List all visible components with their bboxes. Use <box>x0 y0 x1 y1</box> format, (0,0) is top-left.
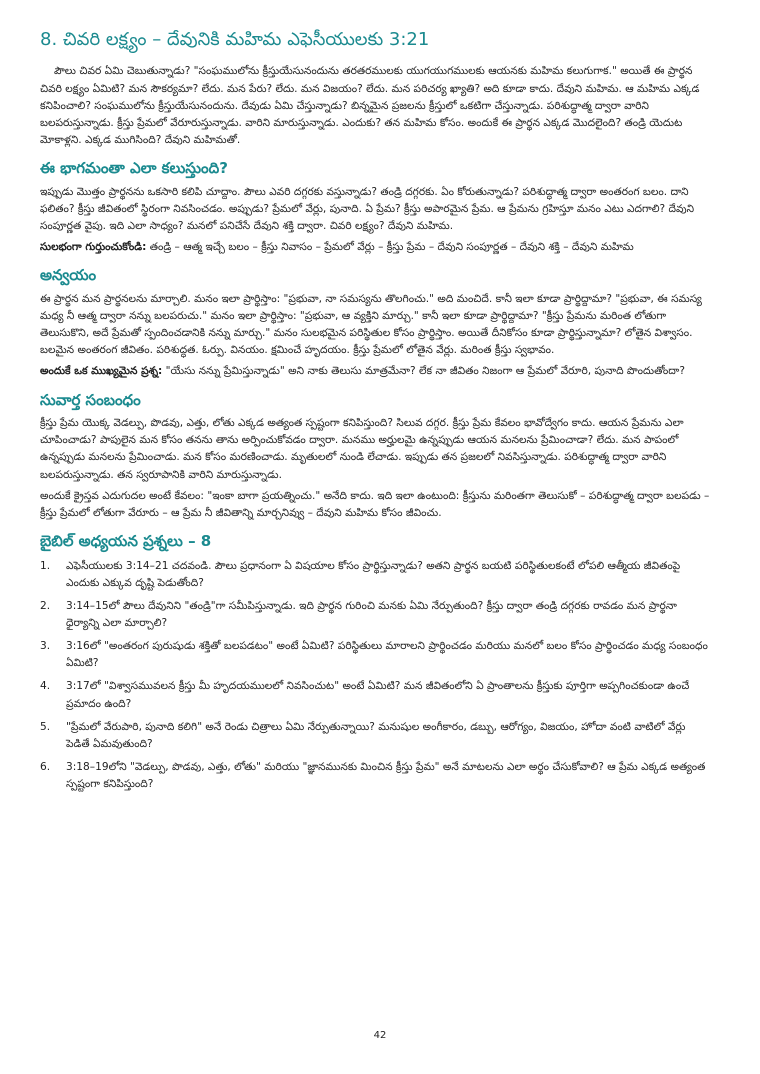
question-number: 3. <box>40 640 51 653</box>
key-summary <box>40 239 710 256</box>
important-question-text: "యేసు నన్ను ప్రేమిస్తున్నాడు" అని నాకు తెలుసు మాత్రమేనా? లేక నా జీవితం నిజంగా ఆ ప్రేమలో వేరూరి, పునాది పొందుతోందా? <box>162 365 685 378</box>
list-item <box>40 678 710 712</box>
question-number: 5. <box>40 720 51 733</box>
important-question <box>40 363 710 380</box>
question-number: 1. <box>40 559 51 572</box>
question-text: 3:18–19లోని "వెడల్పు, పొడవు, ఎత్తు, లోతు" మరియు "జ్ఞానమునకు మించిన క్రీస్తు ప్రేమ" అనే మాటలను ఎలా అర్థం చేసుకోవాలి? ఆ ప్రేమ ఎక్కడ అత్యంత స్పష్టంగా కనిపిస్తుంది? <box>66 761 706 791</box>
section-heading-questions: బైబిల్ అధ్యయన ప్రశ్నలు – 8 <box>40 532 212 551</box>
page-title: 8. చివరి లక్ష్యం – దేవునికి మహిమ ఎఫెసీయులకు 3:21 <box>40 29 430 50</box>
gospel-paragraph-2: అందుకే క్రైస్తవ ఎదుగుదల అంటే కేవలం: "ఇంకా బాగా ప్రయత్నించు." అనేది కాదు. ఇది ఇలా ఉంటుంది: క్రీస్తును మరింతగా తెలుసుకో – పరిశుద్ధాత్మ ద్వారా బలపడు – క్రీస్తు ప్రేమలో లోతుగా వేరూరు – ఆ ప్రేమ నీ జీవితాన్ని మార్చనివ్వు – దేవుని మహిమ కోసం జీవించు. <box>40 489 710 519</box>
question-text: 3:17లో "విశ్వాసమువలన క్రీస్తు మీ హృదయములలో నివసించుట" అంటే ఏమిటి? మన జీవితంలోని ఏ ప్రాంతాలను క్రీస్తుకు పూర్తిగా అప్పగించకుండా ఉంచే ప్రమాదం ఉంది? <box>66 680 690 710</box>
key-summary-text: తండ్రి – ఆత్మ ఇచ్చే బలం – క్రీస్తు నివాసం – ప్రేమలో వేర్లు – క్రీస్తు ప్రేమ – దేవుని సంపూర్ణత – దేవుని శక్తి – దేవుని మహిమ <box>146 241 634 254</box>
question-text: ఎఫెసీయులకు 3:14–21 చదవండి. పౌలు ప్రధానంగా ఏ విషయాల కోసం ప్రార్థిస్తున్నాడు? అతని ప్రార్థన బయటి పరిస్థితులకంటే లోపలి ఆత్మీయ జీవితంపై ఎందుకు ఎక్కువ దృష్టి పెడుతోంది? <box>66 559 681 589</box>
study-questions-list <box>40 558 710 794</box>
list-item <box>40 558 710 592</box>
section-heading-gospel: సువార్త సంబంధం <box>40 390 141 409</box>
question-text: 3:14–15లో పౌలు దేవునిని "తండ్రి"గా సమీపిస్తున్నాడు. ఇది ప్రార్థన గురించి మనకు ఏమి నేర్పుతుంది? క్రీస్తు ద్వారా తండ్రి దగ్గరకు రావడం మన ప్రార్థనా ధైర్యాన్ని ఎలా మార్చాలి? <box>66 599 677 629</box>
list-item <box>40 638 710 672</box>
section-heading-together: ఈ భాగమంతా ఎలా కలుస్తుంది? <box>40 159 228 178</box>
section-heading-application: అన్వయం <box>40 266 97 285</box>
intro-paragraph: పౌలు చివర ఏమి చెబుతున్నాడు? "సంఘములోను క్రీస్తుయేసునందును తరతరములకు యుగయుగములకు ఆయనకు మహిమ కలుగుగాక." అయితే ఈ ప్రార్థన చివరి లక్ష్యం ఏమిటి? మన సౌకర్యమా? లేదు. మన పేరు? లేదు. మన విజయం? లేదు. మన పరిచర్య ఖ్యాతి? అది కూడా కాదు. దేవుని మహిమ. ఆ మహిమ ఎక్కడ కనిపించాలి? సంఘములోను క్రీస్తుయేసునందును. దేవుడు ఏమి చేస్తున్నాడు? బిన్నమైన ప్రజలను క్రీస్తులో ఒకటిగా చేస్తున్నాడు. పరిశుద్ధాత్మ ద్వారా వారిని బలపరుస్తున్నాడు. క్రీస్తు ప్రేమలో వేరూరుస్తున్నాడు. వారిని మారుస్తున్నాడు. ఎందుకు? తన మహిమ కోసం. అందుకే ఈ ప్రార్థన ఎక్కడ మొదలైంది? తండ్రి యెదుట మోకాళ్లని. ఎక్కడ ముగిసింది? దేవుని మహిమతో. <box>40 65 700 147</box>
list-item <box>40 719 710 753</box>
question-text: "ప్రేమలో వేరుపారి, పునాది కలిగి" అనే రెండు చిత్రాలు ఏమి నేర్పుతున్నాయి? మనుషుల అంగీకారం, డబ్బు, ఆరోగ్యం, విజయం, హోదా వంటి వాటిలో వేర్లు పెడితే ఏమవుతుంది? <box>66 720 686 750</box>
key-summary-label: సులభంగా గుర్తుంచుకోండి: <box>40 241 147 254</box>
important-question-label: అందుకే ఒక ముఖ్యమైన ప్రశ్న: <box>40 365 163 378</box>
question-number: 4. <box>40 680 51 693</box>
together-paragraph: ఇప్పుడు మొత్తం ప్రార్థనను ఒకసారి కలిపి చూద్దాం. పౌలు ఎవరి దగ్గరకు వస్తున్నాడు? తండ్రి దగ్గరకు. ఏం కోరుతున్నాడు? పరిశుద్ధాత్మ ద్వారా అంతరంగ బలం. దాని ఫలితం? క్రీస్తు జీవితంలో స్థిరంగా నివసించడం. అప్పుడు? ప్రేమలో వేర్లు, పునాది. ఏ ప్రేమ? క్రీస్తు అపారమైన ప్రేమ. ఆ ప్రేమను గ్రహిస్తూ మనం ఎటు ఎదగాలి? దేవుని సంపూర్ణత వైపు. ఇది ఎలా సాధ్యం? మనలో పనిచేసే దేవుని శక్తి ద్వారా. చివరి లక్ష్యం? దేవుని మహిమ. <box>40 185 695 232</box>
gospel-paragraph-1: క్రీస్తు ప్రేమ యొక్క వెడల్పు, పొడవు, ఎత్తు, లోతు ఎక్కడ అత్యంత స్పష్టంగా కనిపిస్తుంది? సిలువ దగ్గర. క్రీస్తు ప్రేమ కేవలం భావోద్వేగం కాదు. ఆయన ప్రేమను ఎలా చూపించాడు? పాపులైన మన కోసం తనను తాను అర్పించుకోవడం ద్వారా. మనము అర్హులమై ఉన్నప్పుడు ఆయన మనలను ప్రేమించాడా? లేదు. మన పాపంలో ఉన్నప్పుడు మనలను ప్రేమించాడు. మన కోసం మరణించాడు. మృతులలో నుండి లేచాడు. ఇప్పుడు తన ప్రజలలో నివసిస్తున్నాడు. పరిశుద్ధాత్మ ద్వారా వారిని బలపరుస్తున్నాడు. తన స్వరూపానికి వారిని మారుస్తున్నాడు. <box>40 417 684 481</box>
question-number: 6. <box>40 761 51 774</box>
question-text: 3:16లో "అంతరంగ పురుషుడు శక్తితో బలపడటం" అంటే ఏమిటి? పరిస్థితులు మారాలని ప్రార్థించడం మరియు మనలో బలం కోసం ప్రార్థించడం మధ్య సంబంధం ఏమిటి? <box>66 640 708 670</box>
list-item <box>40 759 710 793</box>
page-number: 42 <box>373 1030 387 1041</box>
application-paragraph: ఈ ప్రార్థన మన ప్రార్థనలను మార్చాలి. మనం ఇలా ప్రార్థిస్తాం: "ప్రభువా, నా సమస్యను తొలగించు." అది మంచిదే. కానీ ఇలా కూడా ప్రార్థిద్దామా? "ప్రభువా, ఈ సమస్య మధ్య నీ ఆత్మ ద్వారా నన్ను బలపరుచు." మనం ఇలా ప్రార్థిస్తాం: "ప్రభువా, ఆ వ్యక్తిని మార్చు." కానీ ఇలా కూడా ప్రార్థిద్దామా? "క్రీస్తు ప్రేమను మరింత లోతుగా తెలుసుకొని, అదే ప్రేమతో స్పందించడానికి నన్ను మార్చు." మనం సులభమైన పరిస్థితుల కోసం ప్రార్థిస్తాం. అయితే దీనికోసం కూడా ప్రార్థిస్తున్నామా? లోతైన విశ్వాసం. బలమైన అంతరంగ జీవితం. పరిశుద్ధత. ఓర్పు. వినయం. క్షమించే హృదయం. క్రీస్తు ప్రేమలో లోతైన వేర్లు. మరింత క్రీస్తు స్వభావం. <box>40 292 702 357</box>
question-number: 2. <box>40 599 51 612</box>
list-item <box>40 598 710 632</box>
